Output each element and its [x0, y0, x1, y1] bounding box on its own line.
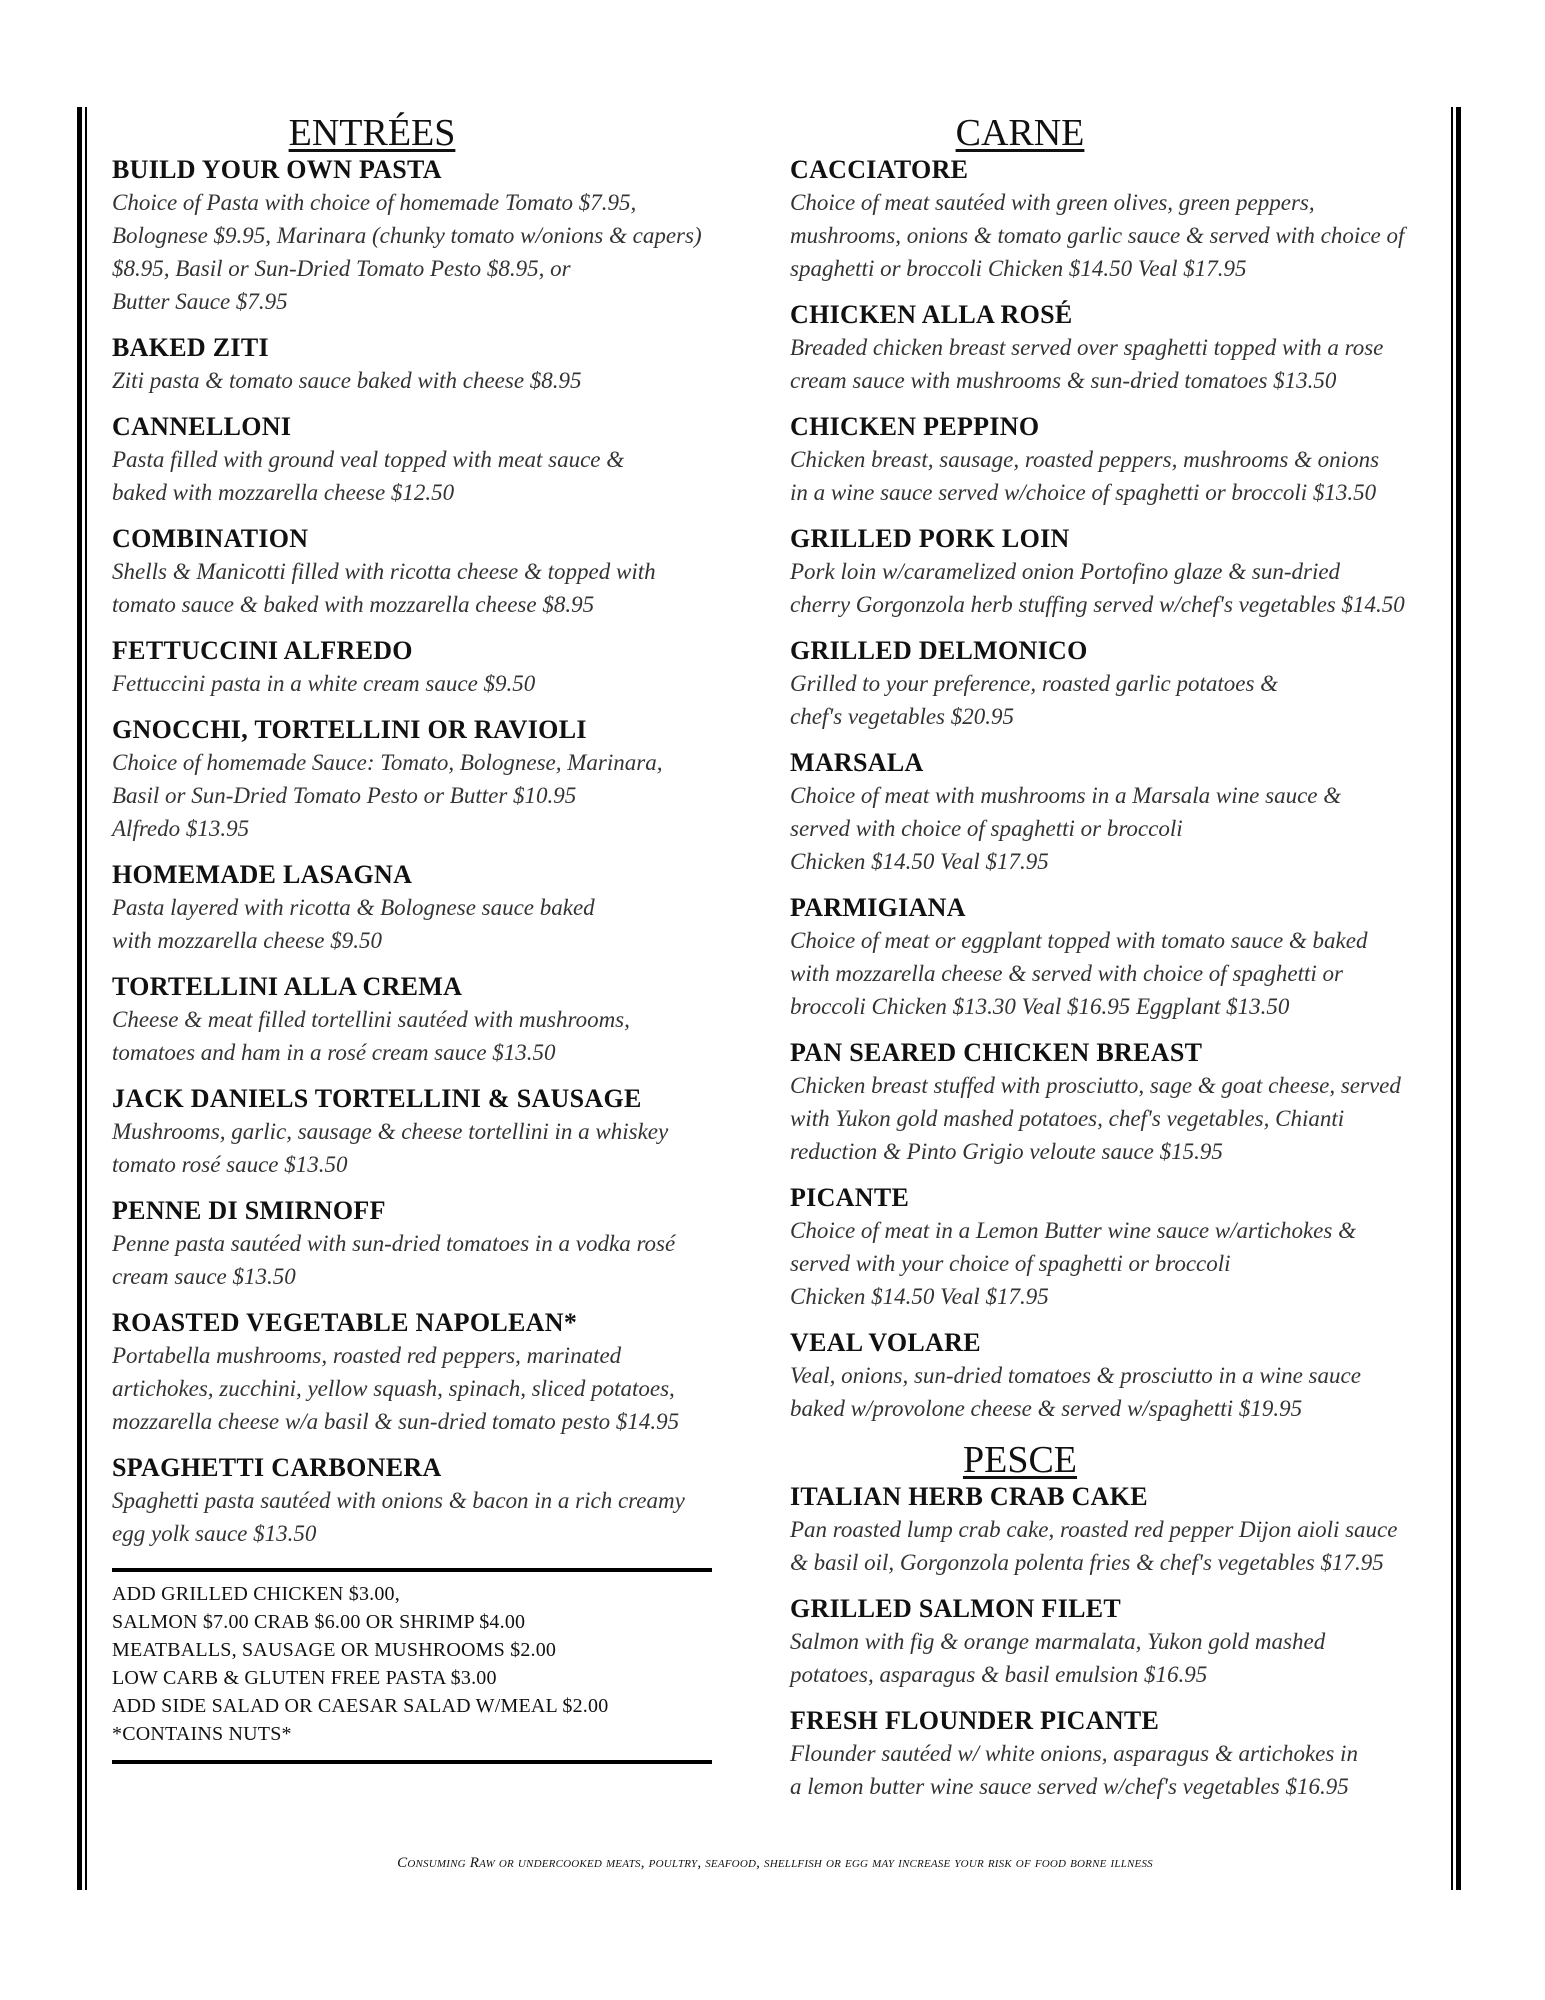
menu-item: [790, 892, 1450, 1023]
menu-item: [790, 1182, 1450, 1313]
menu-item-name: PAN SEARED CHICKEN BREAST: [790, 1038, 1203, 1067]
carne-list: [790, 154, 1450, 1425]
menu-item-name: VEAL VOLARE: [790, 1328, 981, 1357]
menu-item-name: CHICKEN PEPPINO: [790, 412, 1040, 441]
menu-item-description: Choice of meat sautéed with green olives, green peppers, mushrooms, onions & tomato garlic sauce & served with choice of spaghetti or broccoli Chicken $14.50 Veal $17.95: [790, 190, 1405, 281]
addon-line: LOW CARB & GLUTEN FREE PASTA $3.00: [112, 1667, 497, 1689]
menu-item: [112, 635, 752, 700]
menu-item-description: Pasta filled with ground veal topped with meat sauce & baked with mozzarella cheese $12.50: [112, 447, 625, 505]
menu-item: [112, 1307, 752, 1438]
addon-line: ADD GRILLED CHICKEN $3.00,: [112, 1583, 400, 1605]
menu-item-name: TORTELLINI ALLA CREMA: [112, 972, 463, 1001]
menu-item-description: Spaghetti pasta sautéed with onions & bacon in a rich creamy egg yolk sauce $13.50: [112, 1488, 685, 1546]
menu-item-description: Veal, onions, sun-dried tomatoes & prosciutto in a wine sauce baked w/provolone cheese & served w/spaghetti $19.95: [790, 1363, 1361, 1421]
left-border-rule: [77, 107, 91, 1890]
menu-item: [112, 1452, 752, 1550]
addon-line: *CONTAINS NUTS*: [112, 1723, 292, 1745]
menu-item-description: Flounder sautéed w/ white onions, asparagus & artichokes in a lemon butter wine sauce served w/chef's vegetables $16.95: [790, 1741, 1358, 1799]
menu-item-description: Pan roasted lump crab cake, roasted red pepper Dijon aioli sauce & basil oil, Gorgonzola polenta fries & chef's vegetables $17.95: [790, 1517, 1398, 1575]
menu-item-description: Choice of Pasta with choice of homemade Tomato $7.95, Bolognese $9.95, Marinara (chunky tomato w/onions & capers) $8.95, Basil or Sun-Dried Tomato Pesto $8.95, or Butter Sauce $7.95: [112, 190, 702, 314]
menu-item-description: Pork loin w/caramelized onion Portofino glaze & sun-dried cherry Gorgonzola herb stuffing served w/chef's vegetables $14.50: [790, 559, 1405, 617]
menu-item-name: FETTUCCINI ALFREDO: [112, 636, 413, 665]
menu-item-description: Salmon with fig & orange marmalata, Yukon gold mashed potatoes, asparagus & basil emulsion $16.95: [790, 1629, 1326, 1687]
addons-bottom-rule: [112, 1760, 712, 1764]
menu-item: [790, 411, 1450, 509]
menu-item-name: JACK DANIELS TORTELLINI & SAUSAGE: [112, 1084, 642, 1113]
menu-item-name: GNOCCHI, TORTELLINI OR RAVIOLI: [112, 715, 587, 744]
menu-item: [112, 714, 752, 845]
menu-item: [790, 747, 1450, 878]
addon-line: SALMON $7.00 CRAB $6.00 OR SHRIMP $4.00: [112, 1611, 526, 1633]
menu-item: [790, 1037, 1450, 1168]
menu-item-name: CACCIATORE: [790, 155, 969, 184]
menu-item-description: Shells & Manicotti filled with ricotta cheese & topped with tomato sauce & baked with mozzarella cheese $8.95: [112, 559, 656, 617]
menu-item-description: Breaded chicken breast served over spaghetti topped with a rose cream sauce with mushrooms & sun-dried tomatoes $13.50: [790, 335, 1384, 393]
entrees-list: [112, 154, 752, 1550]
menu-item: [790, 523, 1450, 621]
menu-item-name: MARSALA: [790, 748, 924, 777]
carne-column: [790, 112, 1450, 1817]
addons-box: [112, 1572, 732, 1754]
menu-item: [112, 1083, 752, 1181]
menu-item: [790, 635, 1450, 733]
menu-item-description: Ziti pasta & tomato sauce baked with cheese $8.95: [112, 368, 582, 393]
menu-item: [790, 1481, 1450, 1579]
menu-item: [112, 859, 752, 957]
menu-item-name: PICANTE: [790, 1183, 910, 1212]
menu-item-name: FRESH FLOUNDER PICANTE: [790, 1706, 1160, 1735]
menu-item-description: Fettuccini pasta in a white cream sauce $9.50: [112, 671, 536, 696]
carne-title: CARNE: [955, 112, 1085, 154]
pesce-list: [790, 1481, 1450, 1803]
menu-item-description: Choice of meat or eggplant topped with tomato sauce & baked with mozzarella cheese & served with choice of spaghetti or broccoli Chicken $13.30 Veal $16.95 Eggplant $13.50: [790, 928, 1368, 1019]
right-border-rule: [1451, 107, 1465, 1890]
menu-item-name: BUILD YOUR OWN PASTA: [112, 155, 442, 184]
menu-item: [790, 1705, 1450, 1803]
menu-item: [112, 332, 752, 397]
menu-item-name: SPAGHETTI CARBONERA: [112, 1453, 442, 1482]
menu-item-name: GRILLED SALMON FILET: [790, 1594, 1122, 1623]
pesce-title: PESCE: [962, 1439, 1078, 1481]
menu-item: [112, 971, 752, 1069]
menu-item-name: HOMEMADE LASAGNA: [112, 860, 413, 889]
menu-item: [112, 411, 752, 509]
menu-item-description: Choice of meat with mushrooms in a Marsala wine sauce & served with choice of spaghetti or broccoli Chicken $14.50 Veal $17.95: [790, 783, 1342, 874]
menu-item: [790, 1327, 1450, 1425]
menu-item-description: Mushrooms, garlic, sausage & cheese tortellini in a whiskey tomato rosé sauce $13.50: [112, 1119, 669, 1177]
menu-item-description: Penne pasta sautéed with sun-dried tomatoes in a vodka rosé cream sauce $13.50: [112, 1231, 676, 1289]
menu-item-description: Chicken breast stuffed with prosciutto, sage & goat cheese, served with Yukon gold mashed potatoes, chef's vegetables, Chianti reduction & Pinto Grigio veloute sauce $15.95: [790, 1073, 1401, 1164]
menu-item: [790, 154, 1450, 285]
menu-item: [112, 154, 752, 318]
entrees-column: [112, 112, 752, 1764]
menu-item-name: PARMIGIANA: [790, 893, 966, 922]
menu-item-description: Choice of meat in a Lemon Butter wine sauce w/artichokes & served with your choice of spaghetti or broccoli Chicken $14.50 Veal $17.95: [790, 1218, 1356, 1309]
entrees-title: ENTRÉES: [288, 112, 456, 154]
menu-item-description: Grilled to your preference, roasted garlic potatoes & chef's vegetables $20.95: [790, 671, 1279, 729]
menu-item-description: Pasta layered with ricotta & Bolognese sauce baked with mozzarella cheese $9.50: [112, 895, 595, 953]
menu-item-name: COMBINATION: [112, 524, 309, 553]
menu-item-name: ITALIAN HERB CRAB CAKE: [790, 1482, 1148, 1511]
menu-item-name: BAKED ZITI: [112, 333, 269, 362]
menu-item-description: Chicken breast, sausage, roasted peppers, mushrooms & onions in a wine sauce served w/choice of spaghetti or broccoli $13.50: [790, 447, 1380, 505]
addon-line: MEATBALLS, SAUSAGE OR MUSHROOMS $2.00: [112, 1639, 557, 1661]
menu-item-name: CANNELLONI: [112, 412, 292, 441]
addon-line: ADD SIDE SALAD OR CAESAR SALAD W/MEAL $2.00: [112, 1695, 609, 1717]
menu-item-description: Cheese & meat filled tortellini sautéed with mushrooms, tomatoes and ham in a rosé cream sauce $13.50: [112, 1007, 630, 1065]
menu-item-name: ROASTED VEGETABLE NAPOLEAN*: [112, 1308, 578, 1337]
menu-item-name: GRILLED PORK LOIN: [790, 524, 1070, 553]
menu-item-description: Portabella mushrooms, roasted red peppers, marinated artichokes, zucchini, yellow squash, spinach, sliced potatoes, mozzarella cheese w/a basil & sun-dried tomato pesto $14.95: [112, 1343, 680, 1434]
menu-item-description: Choice of homemade Sauce: Tomato, Bolognese, Marinara, Basil or Sun-Dried Tomato Pesto or Butter $10.95 Alfredo $13.95: [112, 750, 663, 841]
menu-item-name: CHICKEN ALLA ROSÉ: [790, 300, 1073, 329]
menu-item-name: GRILLED DELMONICO: [790, 636, 1088, 665]
menu-item-name: PENNE DI SMIRNOFF: [112, 1196, 386, 1225]
menu-item: [790, 1593, 1450, 1691]
menu-item: [112, 1195, 752, 1293]
food-safety-disclaimer: Consuming Raw or undercooked meats, poultry, seafood, shellfish or egg may increase your risk of food borne illness: [397, 1855, 1153, 1871]
menu-item: [112, 523, 752, 621]
menu-item: [790, 299, 1450, 397]
